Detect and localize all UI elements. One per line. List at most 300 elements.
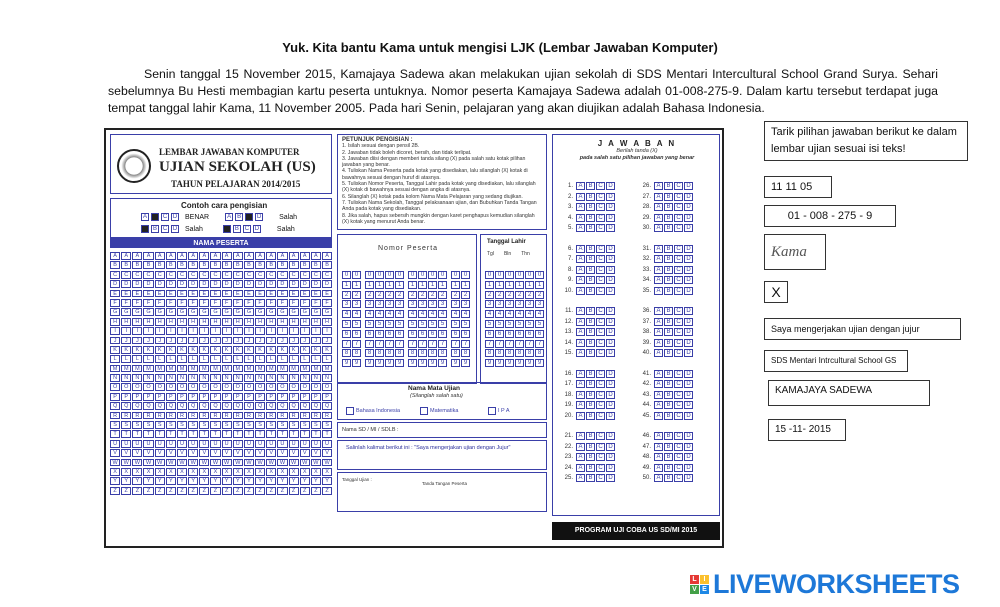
answer-bubble[interactable]: D [606,287,615,295]
answer-bubble[interactable]: C [596,328,605,336]
digit-bubble[interactable]: 8 [495,349,504,357]
name-bubble[interactable]: A [199,252,209,260]
answer-bubble[interactable]: A [576,391,585,399]
name-bubble[interactable]: Y [110,477,120,485]
name-bubble[interactable]: X [143,468,153,476]
answer-bubble[interactable]: D [606,349,615,357]
name-bubble[interactable]: O [132,383,142,391]
name-bubble[interactable]: Z [289,487,299,495]
name-bubble[interactable]: K [255,346,265,354]
answer-bubble[interactable]: C [674,307,683,315]
answer-bubble[interactable]: B [586,370,595,378]
name-bubble[interactable]: I [322,327,332,335]
name-bubble[interactable]: O [244,383,254,391]
name-bubble[interactable]: M [277,365,287,373]
digit-bubble[interactable]: 3 [535,300,544,308]
name-bubble[interactable]: R [155,412,165,420]
name-bubble[interactable]: S [177,421,187,429]
name-bubble[interactable]: H [322,318,332,326]
digit-bubble[interactable]: 3 [365,300,374,308]
digit-bubble[interactable]: 5 [428,320,437,328]
name-bubble[interactable]: T [255,430,265,438]
name-bubble[interactable]: K [121,346,131,354]
name-bubble[interactable]: E [233,290,243,298]
name-bubble[interactable]: L [143,355,153,363]
name-bubble[interactable]: O [199,383,209,391]
name-bubble[interactable]: K [210,346,220,354]
answer-bubble[interactable]: B [664,193,673,201]
name-bubble[interactable]: N [255,374,265,382]
digit-bubble[interactable]: 0 [418,271,427,279]
digit-bubble[interactable]: 7 [418,340,427,348]
answer-bubble[interactable]: C [674,182,683,190]
name-bubble[interactable]: V [210,449,220,457]
answer-bubble[interactable]: D [684,182,693,190]
name-bubble[interactable]: T [244,430,254,438]
name-bubble[interactable]: N [143,374,153,382]
name-bubble[interactable]: S [155,421,165,429]
digit-bubble[interactable]: 7 [352,340,361,348]
name-bubble[interactable]: V [143,449,153,457]
name-bubble[interactable]: O [311,383,321,391]
digit-bubble[interactable]: 0 [342,271,351,279]
answer-bubble[interactable]: D [606,318,615,326]
digit-bubble[interactable]: 7 [461,340,470,348]
name-bubble[interactable]: H [233,318,243,326]
name-bubble[interactable]: P [244,393,254,401]
name-bubble[interactable]: N [233,374,243,382]
name-bubble[interactable]: X [244,468,254,476]
name-bubble[interactable]: R [199,412,209,420]
name-bubble[interactable]: P [155,393,165,401]
name-bubble[interactable]: D [277,280,287,288]
answer-bubble[interactable]: C [596,412,605,420]
name-bubble[interactable]: X [233,468,243,476]
answer-bubble[interactable]: D [606,266,615,274]
name-bubble[interactable]: F [222,299,232,307]
name-bubble[interactable]: Y [177,477,187,485]
name-bubble[interactable]: J [199,337,209,345]
digit-bubble[interactable]: 6 [438,330,447,338]
name-bubble[interactable]: L [132,355,142,363]
name-bubble[interactable]: C [277,271,287,279]
digit-bubble[interactable]: 6 [342,330,351,338]
name-bubble[interactable]: H [222,318,232,326]
answer-bubble[interactable]: C [674,224,683,232]
answer-bubble[interactable]: D [684,245,693,253]
name-bubble[interactable]: B [311,261,321,269]
digit-bubble[interactable]: 9 [438,359,447,367]
digit-bubble[interactable]: 3 [485,300,494,308]
name-bubble[interactable]: Z [277,487,287,495]
digit-bubble[interactable]: 7 [408,340,417,348]
name-bubble[interactable]: Z [322,487,332,495]
answer-bubble[interactable]: B [664,266,673,274]
digit-bubble[interactable]: 5 [495,320,504,328]
name-bubble[interactable]: W [155,459,165,467]
digit-bubble[interactable]: 6 [428,330,437,338]
digit-bubble[interactable]: 8 [451,349,460,357]
answer-bubble[interactable]: D [684,307,693,315]
digit-bubble[interactable]: 9 [461,359,470,367]
name-bubble[interactable]: X [277,468,287,476]
name-bubble[interactable]: K [132,346,142,354]
name-bubble[interactable]: H [177,318,187,326]
name-bubble[interactable]: V [177,449,187,457]
name-bubble[interactable]: B [188,261,198,269]
digit-bubble[interactable]: 2 [342,291,351,299]
digit-bubble[interactable]: 8 [395,349,404,357]
name-bubble[interactable]: Y [266,477,276,485]
name-bubble[interactable]: Z [244,487,254,495]
name-bubble[interactable]: V [300,449,310,457]
answer-bubble[interactable]: B [586,391,595,399]
name-bubble[interactable]: Z [210,487,220,495]
answer-bubble[interactable]: D [684,380,693,388]
digit-bubble[interactable]: 9 [535,359,544,367]
digit-bubble[interactable]: 8 [418,349,427,357]
answer-bubble[interactable]: C [596,245,605,253]
answer-signature[interactable]: Kama [764,234,826,270]
name-bubble[interactable]: F [322,299,332,307]
name-bubble[interactable]: D [121,280,131,288]
name-bubble[interactable]: I [300,327,310,335]
name-bubble[interactable]: O [222,383,232,391]
answer-bubble[interactable]: D [606,328,615,336]
digit-bubble[interactable]: 7 [495,340,504,348]
answer-bubble[interactable]: B [664,287,673,295]
name-bubble[interactable]: A [155,252,165,260]
name-bubble[interactable]: K [155,346,165,354]
digit-bubble[interactable]: 8 [342,349,351,357]
answer-school[interactable]: SDS Mentari Intrcultural School GS [764,350,908,372]
name-bubble[interactable]: S [322,421,332,429]
name-bubble[interactable]: Y [132,477,142,485]
answer-bubble[interactable]: C [674,464,683,472]
name-bubble[interactable]: O [277,383,287,391]
name-bubble[interactable]: X [155,468,165,476]
digit-bubble[interactable]: 7 [438,340,447,348]
digit-bubble[interactable]: 5 [485,320,494,328]
answer-bubble[interactable]: C [596,276,605,284]
name-bubble[interactable]: B [277,261,287,269]
digit-bubble[interactable]: 5 [342,320,351,328]
name-bubble[interactable]: Z [177,487,187,495]
answer-bubble[interactable]: D [684,255,693,263]
digit-bubble[interactable]: 3 [428,300,437,308]
name-bubble[interactable]: N [188,374,198,382]
digit-bubble[interactable]: 6 [418,330,427,338]
name-bubble[interactable]: R [277,412,287,420]
name-bubble[interactable]: C [311,271,321,279]
name-bubble[interactable]: C [222,271,232,279]
answer-bubble[interactable]: B [586,276,595,284]
name-bubble[interactable]: M [266,365,276,373]
digit-bubble[interactable]: 1 [428,281,437,289]
name-bubble[interactable]: T [199,430,209,438]
name-bubble[interactable]: F [244,299,254,307]
name-bubble[interactable]: O [177,383,187,391]
name-bubble[interactable]: P [166,393,176,401]
name-bubble[interactable]: R [166,412,176,420]
answer-bubble[interactable]: C [674,245,683,253]
name-bubble[interactable]: K [143,346,153,354]
digit-bubble[interactable]: 6 [365,330,374,338]
answer-bubble[interactable]: B [664,182,673,190]
name-bubble[interactable]: Y [244,477,254,485]
answer-bubble[interactable]: C [674,474,683,482]
digit-bubble[interactable]: 5 [525,320,534,328]
name-bubble[interactable]: G [110,308,120,316]
name-bubble[interactable]: Y [210,477,220,485]
name-bubble[interactable]: V [322,449,332,457]
name-bubble[interactable]: Q [121,402,131,410]
name-bubble[interactable]: C [121,271,131,279]
name-bubble[interactable]: F [188,299,198,307]
answer-bubble[interactable]: B [586,193,595,201]
name-bubble[interactable]: A [311,252,321,260]
answer-bubble[interactable]: C [596,287,605,295]
name-bubble[interactable]: J [210,337,220,345]
name-bubble[interactable]: Q [166,402,176,410]
answer-nomor-peserta[interactable]: 01 - 008 - 275 - 9 [764,205,896,227]
name-bubble[interactable]: V [233,449,243,457]
name-bubble[interactable]: L [244,355,254,363]
digit-bubble[interactable]: 5 [385,320,394,328]
name-bubble[interactable]: S [210,421,220,429]
answer-bubble[interactable]: D [606,464,615,472]
name-bubble[interactable]: W [166,459,176,467]
answer-bubble[interactable]: B [586,453,595,461]
name-bubble[interactable]: A [322,252,332,260]
name-bubble[interactable]: D [110,280,120,288]
name-bubble[interactable]: X [110,468,120,476]
answer-bubble[interactable]: B [664,214,673,222]
answer-bubble[interactable]: C [674,391,683,399]
answer-bubble[interactable]: C [674,276,683,284]
name-bubble[interactable]: S [110,421,120,429]
name-bubble[interactable]: G [233,308,243,316]
name-bubble[interactable]: Y [166,477,176,485]
digit-bubble[interactable]: 0 [395,271,404,279]
name-bubble[interactable]: H [155,318,165,326]
name-bubble[interactable]: S [166,421,176,429]
name-bubble[interactable]: W [233,459,243,467]
digit-bubble[interactable]: 2 [365,291,374,299]
digit-bubble[interactable]: 8 [428,349,437,357]
answer-bubble[interactable]: C [674,401,683,409]
answer-bubble[interactable]: A [654,432,663,440]
answer-bubble[interactable]: C [674,443,683,451]
name-bubble[interactable]: U [177,440,187,448]
name-bubble[interactable]: A [121,252,131,260]
digit-bubble[interactable]: 9 [342,359,351,367]
digit-bubble[interactable]: 2 [408,291,417,299]
name-bubble[interactable]: B [110,261,120,269]
name-bubble[interactable]: G [289,308,299,316]
answer-bubble[interactable]: D [606,203,615,211]
answer-bubble[interactable]: B [664,464,673,472]
digit-bubble[interactable]: 6 [525,330,534,338]
name-bubble[interactable]: B [166,261,176,269]
answer-bubble[interactable]: D [684,224,693,232]
name-bubble[interactable]: E [110,290,120,298]
answer-bubble[interactable]: C [674,203,683,211]
digit-bubble[interactable]: 2 [535,291,544,299]
name-bubble[interactable]: T [322,430,332,438]
answer-bubble[interactable]: D [684,412,693,420]
name-bubble[interactable]: S [266,421,276,429]
name-bubble[interactable]: S [188,421,198,429]
name-bubble[interactable]: J [110,337,120,345]
answer-bubble[interactable]: C [596,203,605,211]
name-bubble[interactable]: Y [222,477,232,485]
answer-bubble[interactable]: B [586,182,595,190]
digit-bubble[interactable]: 4 [418,310,427,318]
digit-bubble[interactable]: 4 [505,310,514,318]
name-bubble[interactable]: H [266,318,276,326]
name-bubble[interactable]: T [233,430,243,438]
name-bubble[interactable]: N [322,374,332,382]
name-bubble[interactable]: I [166,327,176,335]
digit-bubble[interactable]: 7 [375,340,384,348]
digit-bubble[interactable]: 0 [385,271,394,279]
digit-bubble[interactable]: 8 [375,349,384,357]
digit-bubble[interactable]: 2 [352,291,361,299]
name-bubble[interactable]: F [289,299,299,307]
name-bubble[interactable]: X [177,468,187,476]
name-bubble[interactable]: B [300,261,310,269]
name-bubble[interactable]: Q [244,402,254,410]
name-bubble[interactable]: W [311,459,321,467]
name-bubble[interactable]: V [311,449,321,457]
answer-bubble[interactable]: C [596,464,605,472]
name-bubble[interactable]: Q [255,402,265,410]
digit-bubble[interactable]: 2 [375,291,384,299]
answer-bubble[interactable]: A [576,182,585,190]
name-bubble[interactable]: W [188,459,198,467]
answer-bubble[interactable]: A [576,224,585,232]
answer-bubble[interactable]: D [606,380,615,388]
name-bubble[interactable]: P [255,393,265,401]
name-bubble[interactable]: U [222,440,232,448]
name-bubble[interactable]: J [322,337,332,345]
name-bubble[interactable]: L [177,355,187,363]
digit-bubble[interactable]: 7 [515,340,524,348]
name-bubble[interactable]: C [110,271,120,279]
name-bubble[interactable]: G [322,308,332,316]
name-bubble[interactable]: S [300,421,310,429]
answer-bubble[interactable]: B [664,474,673,482]
answer-bubble[interactable]: A [654,203,663,211]
name-bubble[interactable]: Q [143,402,153,410]
name-bubble[interactable]: Y [188,477,198,485]
answer-bubble[interactable]: A [576,318,585,326]
answer-bubble[interactable]: B [586,214,595,222]
name-bubble[interactable]: M [132,365,142,373]
name-bubble[interactable]: J [188,337,198,345]
name-bubble[interactable]: T [121,430,131,438]
name-bubble[interactable]: A [166,252,176,260]
name-bubble[interactable]: Q [132,402,142,410]
name-bubble[interactable]: G [266,308,276,316]
digit-bubble[interactable]: 1 [451,281,460,289]
answer-bubble[interactable]: D [684,266,693,274]
answer-bubble[interactable]: B [664,401,673,409]
digit-bubble[interactable]: 8 [385,349,394,357]
answer-bubble[interactable]: B [586,307,595,315]
answer-bubble[interactable]: C [674,339,683,347]
name-bubble[interactable]: D [166,280,176,288]
name-bubble[interactable]: K [166,346,176,354]
name-bubble[interactable]: G [188,308,198,316]
answer-bubble[interactable]: B [586,328,595,336]
answer-bubble[interactable]: C [674,432,683,440]
name-bubble[interactable]: D [143,280,153,288]
name-bubble[interactable]: V [155,449,165,457]
name-bubble[interactable]: D [311,280,321,288]
name-bubble[interactable]: P [121,393,131,401]
name-bubble[interactable]: B [143,261,153,269]
name-bubble[interactable]: E [255,290,265,298]
name-bubble[interactable]: P [266,393,276,401]
answer-bubble[interactable]: C [596,193,605,201]
name-bubble[interactable]: R [233,412,243,420]
name-bubble[interactable]: O [121,383,131,391]
name-bubble[interactable]: I [222,327,232,335]
name-bubble[interactable]: R [210,412,220,420]
name-bubble[interactable]: I [311,327,321,335]
name-bubble[interactable]: D [199,280,209,288]
name-bubble[interactable]: P [177,393,187,401]
digit-bubble[interactable]: 6 [535,330,544,338]
digit-bubble[interactable]: 0 [505,271,514,279]
name-bubble[interactable]: X [210,468,220,476]
name-bubble[interactable]: J [121,337,131,345]
name-bubble[interactable]: U [289,440,299,448]
digit-bubble[interactable]: 3 [461,300,470,308]
answer-bubble[interactable]: A [654,193,663,201]
answer-bubble[interactable]: A [576,464,585,472]
digit-bubble[interactable]: 4 [408,310,417,318]
name-bubble[interactable]: L [110,355,120,363]
name-bubble[interactable]: F [300,299,310,307]
answer-sentence[interactable]: Saya mengerjakan ujian dengan jujur [764,318,961,340]
name-bubble[interactable]: S [255,421,265,429]
name-bubble[interactable]: M [311,365,321,373]
name-bubble[interactable]: N [311,374,321,382]
answer-bubble[interactable]: A [654,464,663,472]
digit-bubble[interactable]: 7 [525,340,534,348]
name-bubble[interactable]: J [311,337,321,345]
name-bubble[interactable]: K [188,346,198,354]
name-bubble[interactable]: W [199,459,209,467]
digit-bubble[interactable]: 9 [395,359,404,367]
digit-bubble[interactable]: 5 [505,320,514,328]
answer-bubble[interactable]: C [596,339,605,347]
name-bubble[interactable]: V [166,449,176,457]
answer-x-mark[interactable]: X [764,281,788,303]
name-bubble[interactable]: A [244,252,254,260]
answer-bubble[interactable]: B [586,203,595,211]
name-bubble[interactable]: C [177,271,187,279]
name-bubble[interactable]: M [188,365,198,373]
answer-bubble[interactable]: C [596,443,605,451]
answer-bubble[interactable]: B [664,432,673,440]
answer-bubble[interactable]: B [664,380,673,388]
name-bubble[interactable]: R [311,412,321,420]
name-bubble[interactable]: J [277,337,287,345]
